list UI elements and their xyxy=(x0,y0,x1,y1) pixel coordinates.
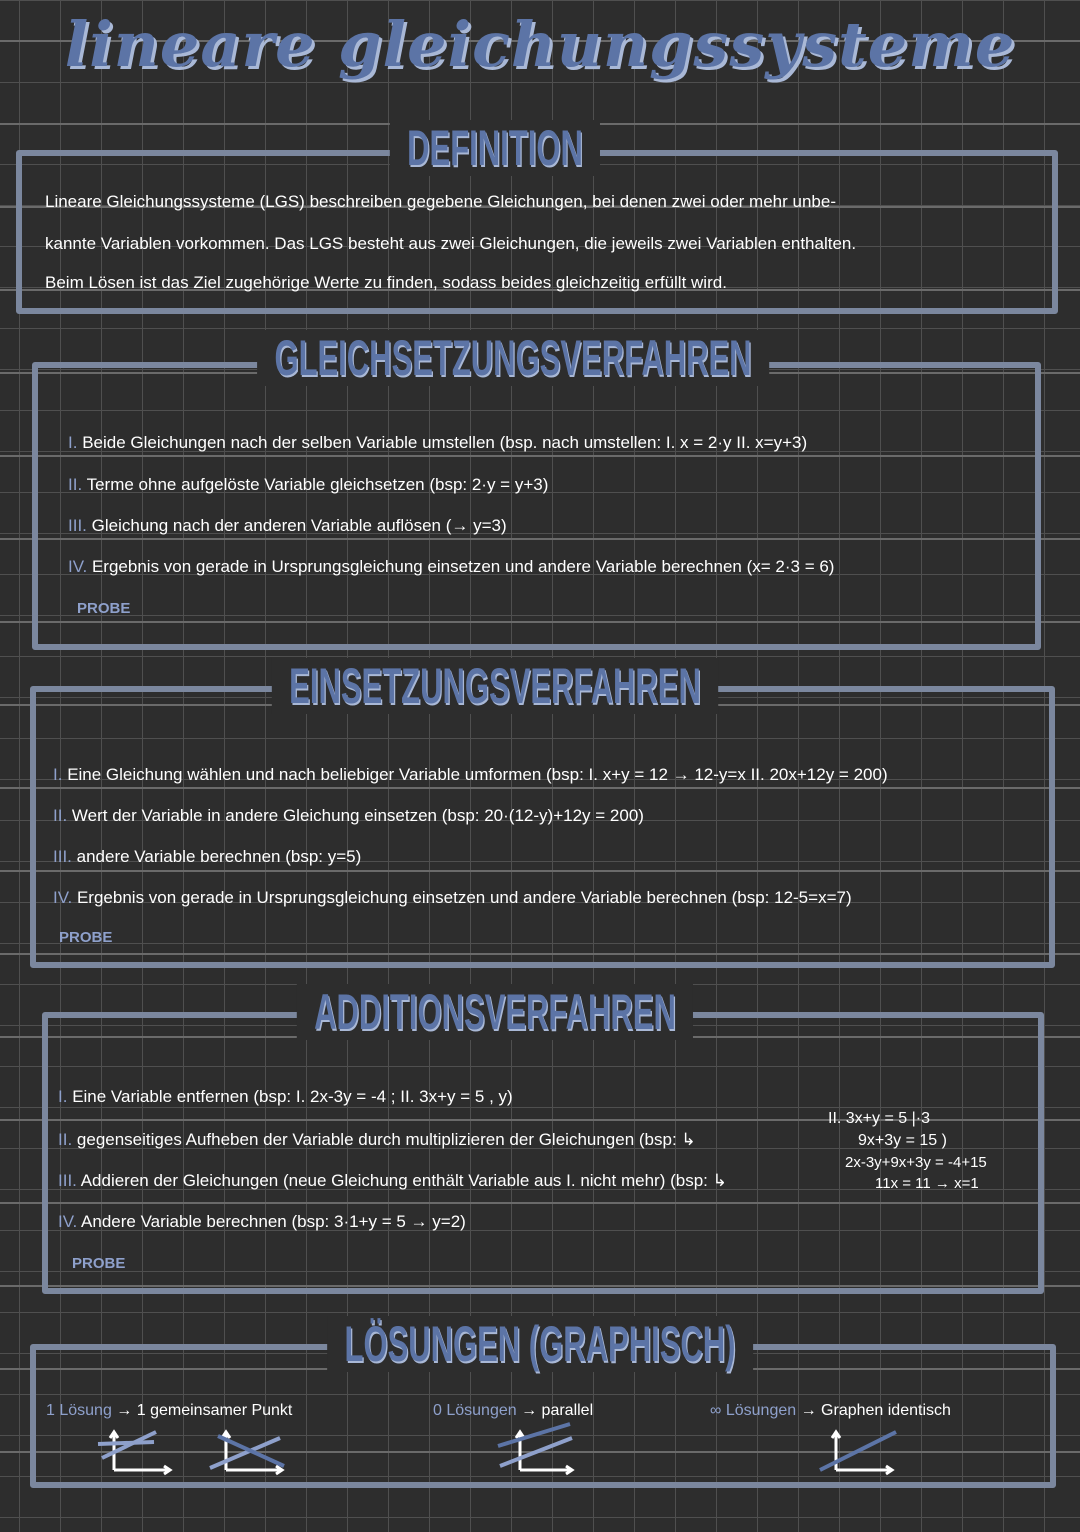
graph-intersecting-icon xyxy=(96,1428,176,1476)
graph-crossing-icon xyxy=(208,1428,288,1476)
step: IV. Andere Variable berechnen (bsp: 3·1+y = 5 → y=2) xyxy=(58,1212,466,1231)
probe-label: PROBE xyxy=(77,600,131,617)
addition-heading: ADDITIONSVERFAHREN xyxy=(297,984,693,1040)
probe-label: PROBE xyxy=(59,929,113,946)
definition-line: Lineare Gleichungssysteme (LGS) beschreiben gegebene Gleichungen, bei denen zwei oder mehr unbe- xyxy=(45,192,836,211)
step: I. Eine Variable entfernen (bsp: I. 2x-3y = -4 ; II. 3x+y = 5 , y) xyxy=(58,1087,513,1106)
step: III. Gleichung nach der anderen Variable auflösen (→ y=3) xyxy=(68,516,507,535)
step: I. Beide Gleichungen nach der selben Variable umstellen (bsp. nach umstellen: I. x = 2·y II. x=y+3) xyxy=(68,433,808,452)
gleichsetzung-heading: GLEICHSETZUNGSVERFAHREN xyxy=(257,330,769,386)
loesungen-heading: LÖSUNGEN (GRAPHISCH) xyxy=(327,1316,753,1372)
side-note: 11x = 11 → x=1 xyxy=(875,1175,979,1192)
page-title: lineare gleichungssysteme xyxy=(64,8,1016,81)
step: IV. Ergebnis von gerade in Ursprungsgleichung einsetzen und andere Variable berechnen (bsp: 12-5=x=7) xyxy=(53,888,852,907)
step: III. andere Variable berechnen (bsp: y=5) xyxy=(53,847,362,866)
step: II. Wert der Variable in andere Gleichung einsetzen (bsp: 20·(12-y)+12y = 200) xyxy=(53,806,644,825)
side-note: II. 3x+y = 5 |·3 xyxy=(828,1110,930,1127)
definition-line: Beim Lösen ist das Ziel zugehörige Werte zu finden, sodass beides gleichzeitig erfüllt wird. xyxy=(45,273,727,292)
definition-heading: DEFINITION xyxy=(390,120,600,176)
step: II. gegenseitiges Aufheben der Variable durch multiplizieren der Gleichungen (bsp: ↳ xyxy=(58,1130,696,1149)
probe-label: PROBE xyxy=(72,1255,126,1272)
case-infinite-solutions: ∞ Lösungen → Graphen identisch xyxy=(710,1402,951,1419)
side-note: 2x-3y+9x+3y = -4+15 xyxy=(845,1154,987,1171)
addition-box xyxy=(42,1012,1044,1294)
step: III. Addieren der Gleichungen (neue Gleichung enthält Variable aus I. nicht mehr) (bsp: ↳ xyxy=(58,1171,727,1190)
definition-line: kannte Variablen vorkommen. Das LGS besteht aus zwei Gleichungen, die jeweils zwei Variablen enthalten. xyxy=(45,234,857,253)
case-no-solution: 0 Lösungen → parallel xyxy=(433,1402,594,1419)
step: II. Terme ohne aufgelöste Variable gleichsetzen (bsp: 2·y = y+3) xyxy=(68,475,549,494)
step: IV. Ergebnis von gerade in Ursprungsgleichung einsetzen und andere Variable berechnen (x= 2·3 = 6) xyxy=(68,557,835,576)
einsetzung-box xyxy=(30,686,1055,968)
case-one-solution: 1 Lösung → 1 gemeinsamer Punkt xyxy=(46,1402,293,1419)
graph-identical-icon xyxy=(818,1428,898,1476)
einsetzung-heading: EINSETZUNGSVERFAHREN xyxy=(272,658,718,714)
graph-parallel-icon xyxy=(496,1422,576,1476)
side-note: 9x+3y = 15 ) xyxy=(858,1132,947,1149)
gleichsetzung-box xyxy=(32,362,1041,650)
step: I. Eine Gleichung wählen und nach beliebiger Variable umformen (bsp: I. x+y = 12 → 12-y=x II. 20x+12y = 200) xyxy=(53,765,888,784)
